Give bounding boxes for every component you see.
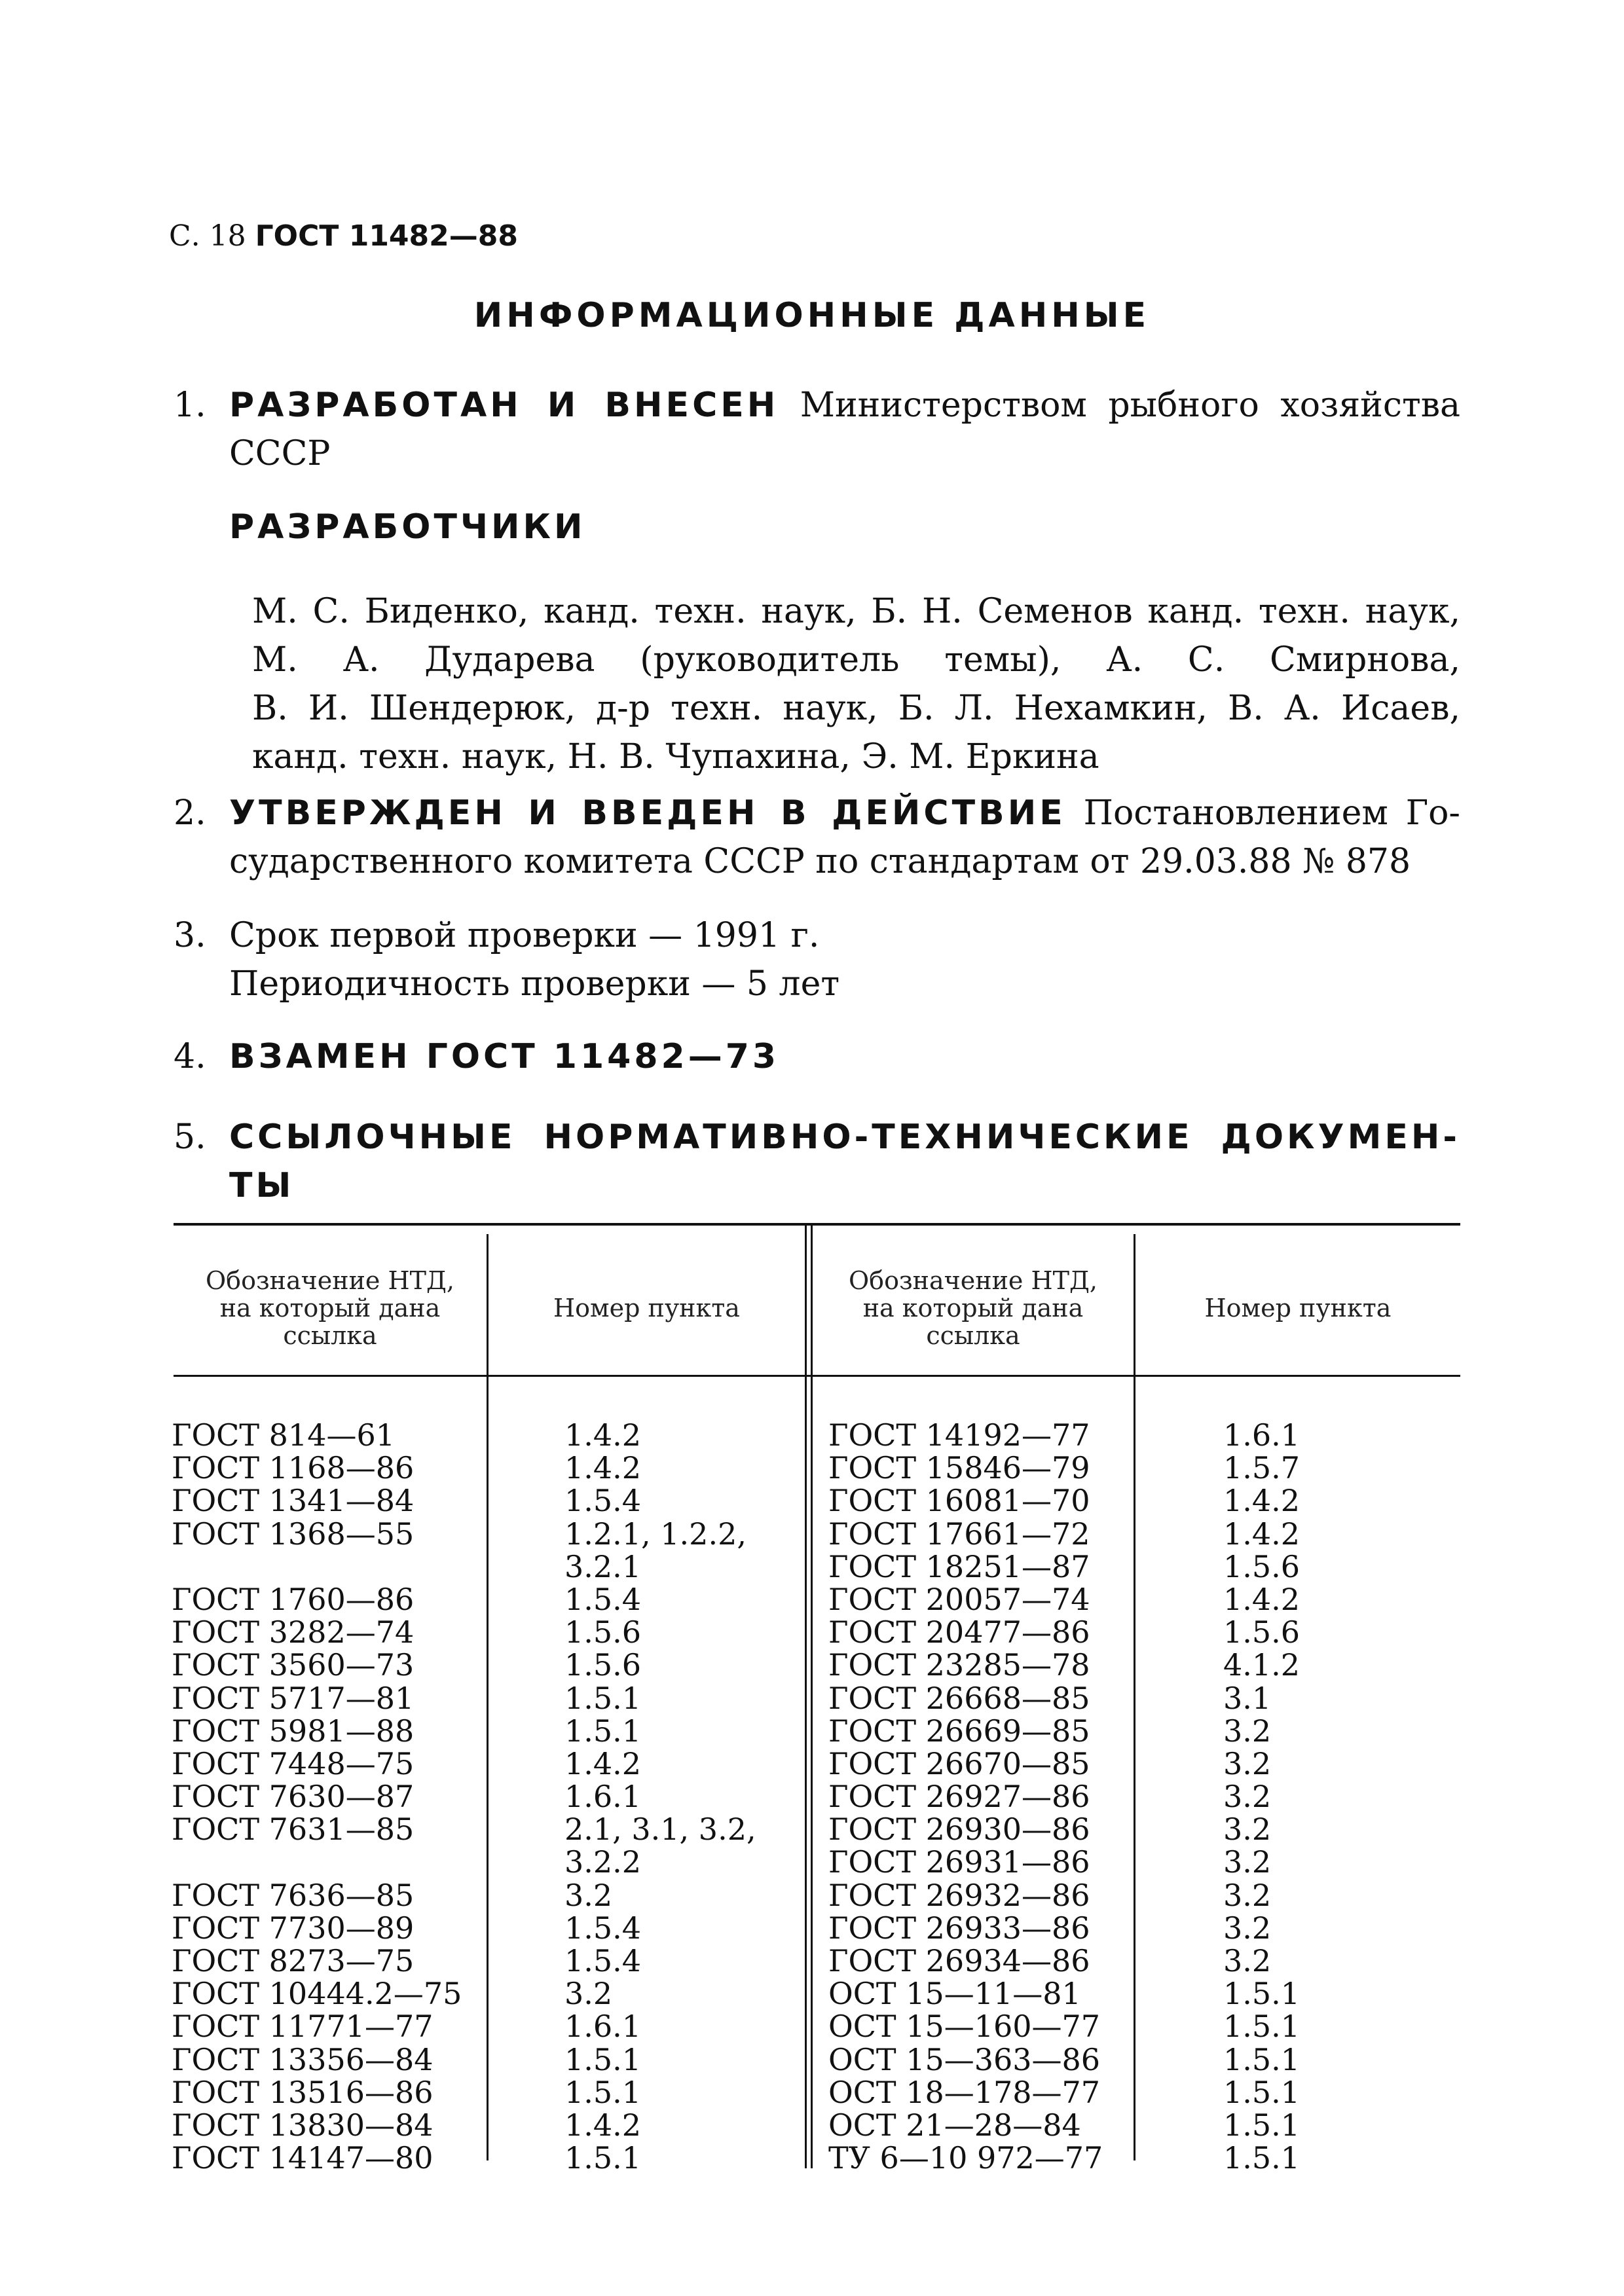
- table-cell: ГОСТ 1341—84: [172, 1483, 415, 1519]
- header-line: на который дана: [219, 1294, 441, 1322]
- table-cell: ГОСТ 7730—89: [172, 1910, 415, 1946]
- header-designation-left: [174, 1267, 487, 1349]
- item-5-number: 5.: [174, 1118, 206, 1157]
- table-cell: 1.5.4: [564, 1581, 642, 1617]
- table-cell: 3.2: [1223, 1745, 1272, 1781]
- table-cell: ГОСТ 10444.2—75: [172, 1976, 462, 2012]
- table-cell: ГОСТ 26670—85: [828, 1745, 1090, 1781]
- table-cell: [172, 1846, 462, 1878]
- table-cell: 3.2: [1223, 1779, 1272, 1815]
- table-cell: ГОСТ 3282—74: [172, 1614, 415, 1650]
- table-cell: ОСТ 18—178—77: [828, 2074, 1101, 2110]
- table-cell: ОСТ 15—363—86: [828, 2041, 1101, 2077]
- table-cell: ГОСТ 7631—85: [172, 1812, 415, 1848]
- table-cell: 1.5.4: [564, 1910, 642, 1946]
- header-line: ссылка: [283, 1321, 377, 1350]
- table-header-rule: [174, 1375, 1460, 1377]
- table-cell: ГОСТ 26668—85: [828, 1680, 1090, 1716]
- table-cell: ГОСТ 26930—86: [828, 1812, 1090, 1848]
- developers-line: М. А. Дударева (руководитель темы), А. С. Смирнова,: [252, 640, 1460, 680]
- developers-line: М. С. Биденко, канд. техн. наук, Б. Н. Семенов канд. техн. наук,: [252, 592, 1460, 631]
- table-cell: ГОСТ 13356—84: [172, 2041, 434, 2077]
- header-line: Обозначение НТД,: [849, 1266, 1098, 1295]
- table-cell: ГОСТ 26932—86: [828, 1877, 1090, 1913]
- table-cell: 3.2.1: [564, 1548, 642, 1584]
- table-cell: 3.2: [1223, 1844, 1272, 1880]
- header-line: Обозначение НТД,: [206, 1266, 454, 1295]
- table-cell: 1.5.1: [564, 2074, 642, 2110]
- table-cell: 1.5.1: [1223, 2041, 1301, 2077]
- table-cell: 1.5.6: [564, 1614, 642, 1650]
- table-cell: 3.2: [564, 1976, 613, 2012]
- table-cell: 3.2: [1223, 1910, 1272, 1946]
- table-cell: 4.1.2: [1223, 1647, 1301, 1683]
- item-1-text-2: СССР: [229, 434, 331, 473]
- column-double-divider-right: [811, 1226, 813, 2168]
- table-cell: 3.2: [1223, 1713, 1272, 1749]
- table-cell: 1.5.6: [1223, 1614, 1301, 1650]
- column-double-divider-left: [805, 1226, 807, 2168]
- table-cell: 1.5.1: [1223, 1976, 1301, 2012]
- table-cell: ГОСТ 26933—86: [828, 1910, 1090, 1946]
- item-4-number: 4.: [174, 1037, 206, 1076]
- table-cell: ГОСТ 17661—72: [828, 1516, 1090, 1552]
- table-cell: 3.2.2: [564, 1844, 642, 1880]
- developers-line: В. И. Шендерюк, д-р техн. наук, Б. Л. Нехамкин, В. А. Исаев,: [252, 689, 1460, 728]
- table-cell: ГОСТ 18251—87: [828, 1548, 1090, 1584]
- table-cell: 1.5.1: [564, 1680, 642, 1716]
- table-cell: 2.1, 3.1, 3.2,: [564, 1812, 756, 1848]
- table-cell: 1.6.1: [564, 1779, 642, 1815]
- table-cell: 1.6.1: [1223, 1417, 1301, 1453]
- table-cell: ОСТ 21—28—84: [828, 2107, 1081, 2143]
- table-cell: 1.5.4: [564, 1483, 642, 1519]
- table-cell: ОСТ 15—160—77: [828, 2009, 1101, 2045]
- table-cell: ГОСТ 20477—86: [828, 1614, 1090, 1650]
- item-1-text: Министерством рыбного хозяйства: [800, 386, 1460, 425]
- table-cell: 1.5.1: [1223, 2140, 1301, 2176]
- table-cell: ГОСТ 20057—74: [828, 1581, 1090, 1617]
- table-cell: [172, 1550, 462, 1583]
- table-cell: 1.4.2: [564, 1417, 642, 1453]
- table-cell: 3.2: [1223, 1877, 1272, 1913]
- table-cell: ГОСТ 14192—77: [828, 1417, 1090, 1453]
- item-3-text-2: Периодичность проверки — 5 лет: [229, 964, 840, 1004]
- developers-list: [252, 587, 1460, 781]
- column-divider: [487, 1234, 489, 2160]
- developers-line: канд. техн. наук, Н. В. Чупахина, Э. М. Еркина: [252, 737, 1099, 776]
- table-cell: 1.5.6: [1223, 1548, 1301, 1584]
- header-line: на который дана: [862, 1294, 1084, 1322]
- table-cell: 1.4.2: [1223, 1581, 1301, 1617]
- table-cell: ГОСТ 16081—70: [828, 1483, 1090, 1519]
- table-cell: 1.5.4: [564, 1943, 642, 1978]
- item-5-lead-2: ТЫ: [229, 1166, 295, 1205]
- table-cell: ГОСТ 5981—88: [172, 1713, 415, 1749]
- developers-heading: РАЗРАБОТЧИКИ: [229, 507, 586, 547]
- table-cell: 1.5.6: [564, 1647, 642, 1683]
- table-cell: ТУ 6—10 972—77: [828, 2140, 1103, 2176]
- table-cell: ГОСТ 7636—85: [172, 1877, 415, 1913]
- left-designation-column: [172, 1419, 462, 2174]
- left-clause-column: [564, 1419, 756, 2174]
- standard-code: ГОСТ 11482—88: [255, 219, 519, 253]
- item-1-number: 1.: [174, 386, 206, 425]
- header-line: ссылка: [926, 1321, 1020, 1350]
- table-cell: ГОСТ 3560—73: [172, 1647, 415, 1683]
- table-cell: ГОСТ 1168—86: [172, 1450, 415, 1486]
- item-4-lead: ВЗАМЕН ГОСТ 11482—73: [229, 1037, 780, 1076]
- item-3-text: Срок первой проверки — 1991 г.: [229, 916, 820, 955]
- header-clause-left: Номер пункта: [553, 1294, 740, 1322]
- table-cell: 3.2: [1223, 1943, 1272, 1978]
- table-cell: 1.4.2: [564, 2107, 642, 2143]
- table-cell: ГОСТ 11771—77: [172, 2009, 434, 2045]
- table-cell: 3.2: [564, 1877, 613, 1913]
- item-2-text: Постановлением Го-: [1083, 793, 1461, 833]
- right-designation-column: [828, 1419, 1103, 2174]
- table-cell: 3.1: [1223, 1680, 1272, 1716]
- table-cell: 1.5.1: [1223, 2107, 1301, 2143]
- table-cell: 1.6.1: [564, 2009, 642, 2045]
- table-top-rule: [174, 1223, 1460, 1226]
- item-5-lead: ССЫЛОЧНЫЕ НОРМАТИВНО-ТЕХНИЧЕСКИЕ ДОКУМЕН-: [229, 1118, 1460, 1157]
- right-clause-column: [1223, 1419, 1300, 2174]
- page-title: ИНФОРМАЦИОННЫЕ ДАННЫЕ: [473, 296, 1151, 335]
- table-cell: 1.2.1, 1.2.2,: [564, 1516, 747, 1552]
- table-cell: ОСТ 15—11—81: [828, 1976, 1081, 2012]
- table-cell: ГОСТ 15846—79: [828, 1450, 1090, 1486]
- column-divider: [1134, 1234, 1135, 2160]
- item-2-lead: УТВЕРЖДЕН И ВВЕДЕН В ДЕЙСТВИЕ: [229, 793, 1066, 833]
- item-3-number: 3.: [174, 916, 206, 955]
- table-cell: ГОСТ 7448—75: [172, 1745, 415, 1781]
- table-cell: ГОСТ 13516—86: [172, 2074, 434, 2110]
- table-cell: ГОСТ 5717—81: [172, 1680, 415, 1716]
- page-header: [169, 219, 518, 253]
- table-cell: ГОСТ 1760—86: [172, 1581, 415, 1617]
- item-2-number: 2.: [174, 793, 206, 833]
- table-cell: 1.4.2: [1223, 1516, 1301, 1552]
- table-cell: 1.5.1: [564, 2140, 642, 2176]
- table-cell: 1.5.1: [1223, 2009, 1301, 2045]
- item-1-lead: РАЗРАБОТАН И ВНЕСЕН: [229, 386, 779, 425]
- table-cell: 1.5.1: [1223, 2074, 1301, 2110]
- table-cell: 1.5.7: [1223, 1450, 1301, 1486]
- table-cell: 3.2: [1223, 1812, 1272, 1848]
- table-cell: ГОСТ 26934—86: [828, 1943, 1090, 1978]
- table-cell: ГОСТ 7630—87: [172, 1779, 415, 1815]
- header-clause-right: Номер пункта: [1204, 1294, 1392, 1322]
- page-number: С. 18: [169, 219, 246, 253]
- table-cell: 1.4.2: [564, 1450, 642, 1486]
- table-cell: 1.5.1: [564, 1713, 642, 1749]
- table-cell: 1.5.1: [564, 2041, 642, 2077]
- table-cell: ГОСТ 26931—86: [828, 1844, 1090, 1880]
- table-cell: ГОСТ 14147—80: [172, 2140, 434, 2176]
- table-cell: ГОСТ 814—61: [172, 1417, 396, 1453]
- table-cell: ГОСТ 23285—78: [828, 1647, 1090, 1683]
- table-cell: 1.4.2: [564, 1745, 642, 1781]
- header-designation-right: [813, 1267, 1134, 1349]
- table-cell: ГОСТ 26669—85: [828, 1713, 1090, 1749]
- table-cell: ГОСТ 26927—86: [828, 1779, 1090, 1815]
- table-cell: ГОСТ 13830—84: [172, 2107, 434, 2143]
- item-2-text-2: сударственного комитета СССР по стандартам от 29.03.88 № 878: [229, 842, 1411, 881]
- table-cell: ГОСТ 8273—75: [172, 1943, 415, 1978]
- table-cell: 1.4.2: [1223, 1483, 1301, 1519]
- table-cell: ГОСТ 1368—55: [172, 1516, 415, 1552]
